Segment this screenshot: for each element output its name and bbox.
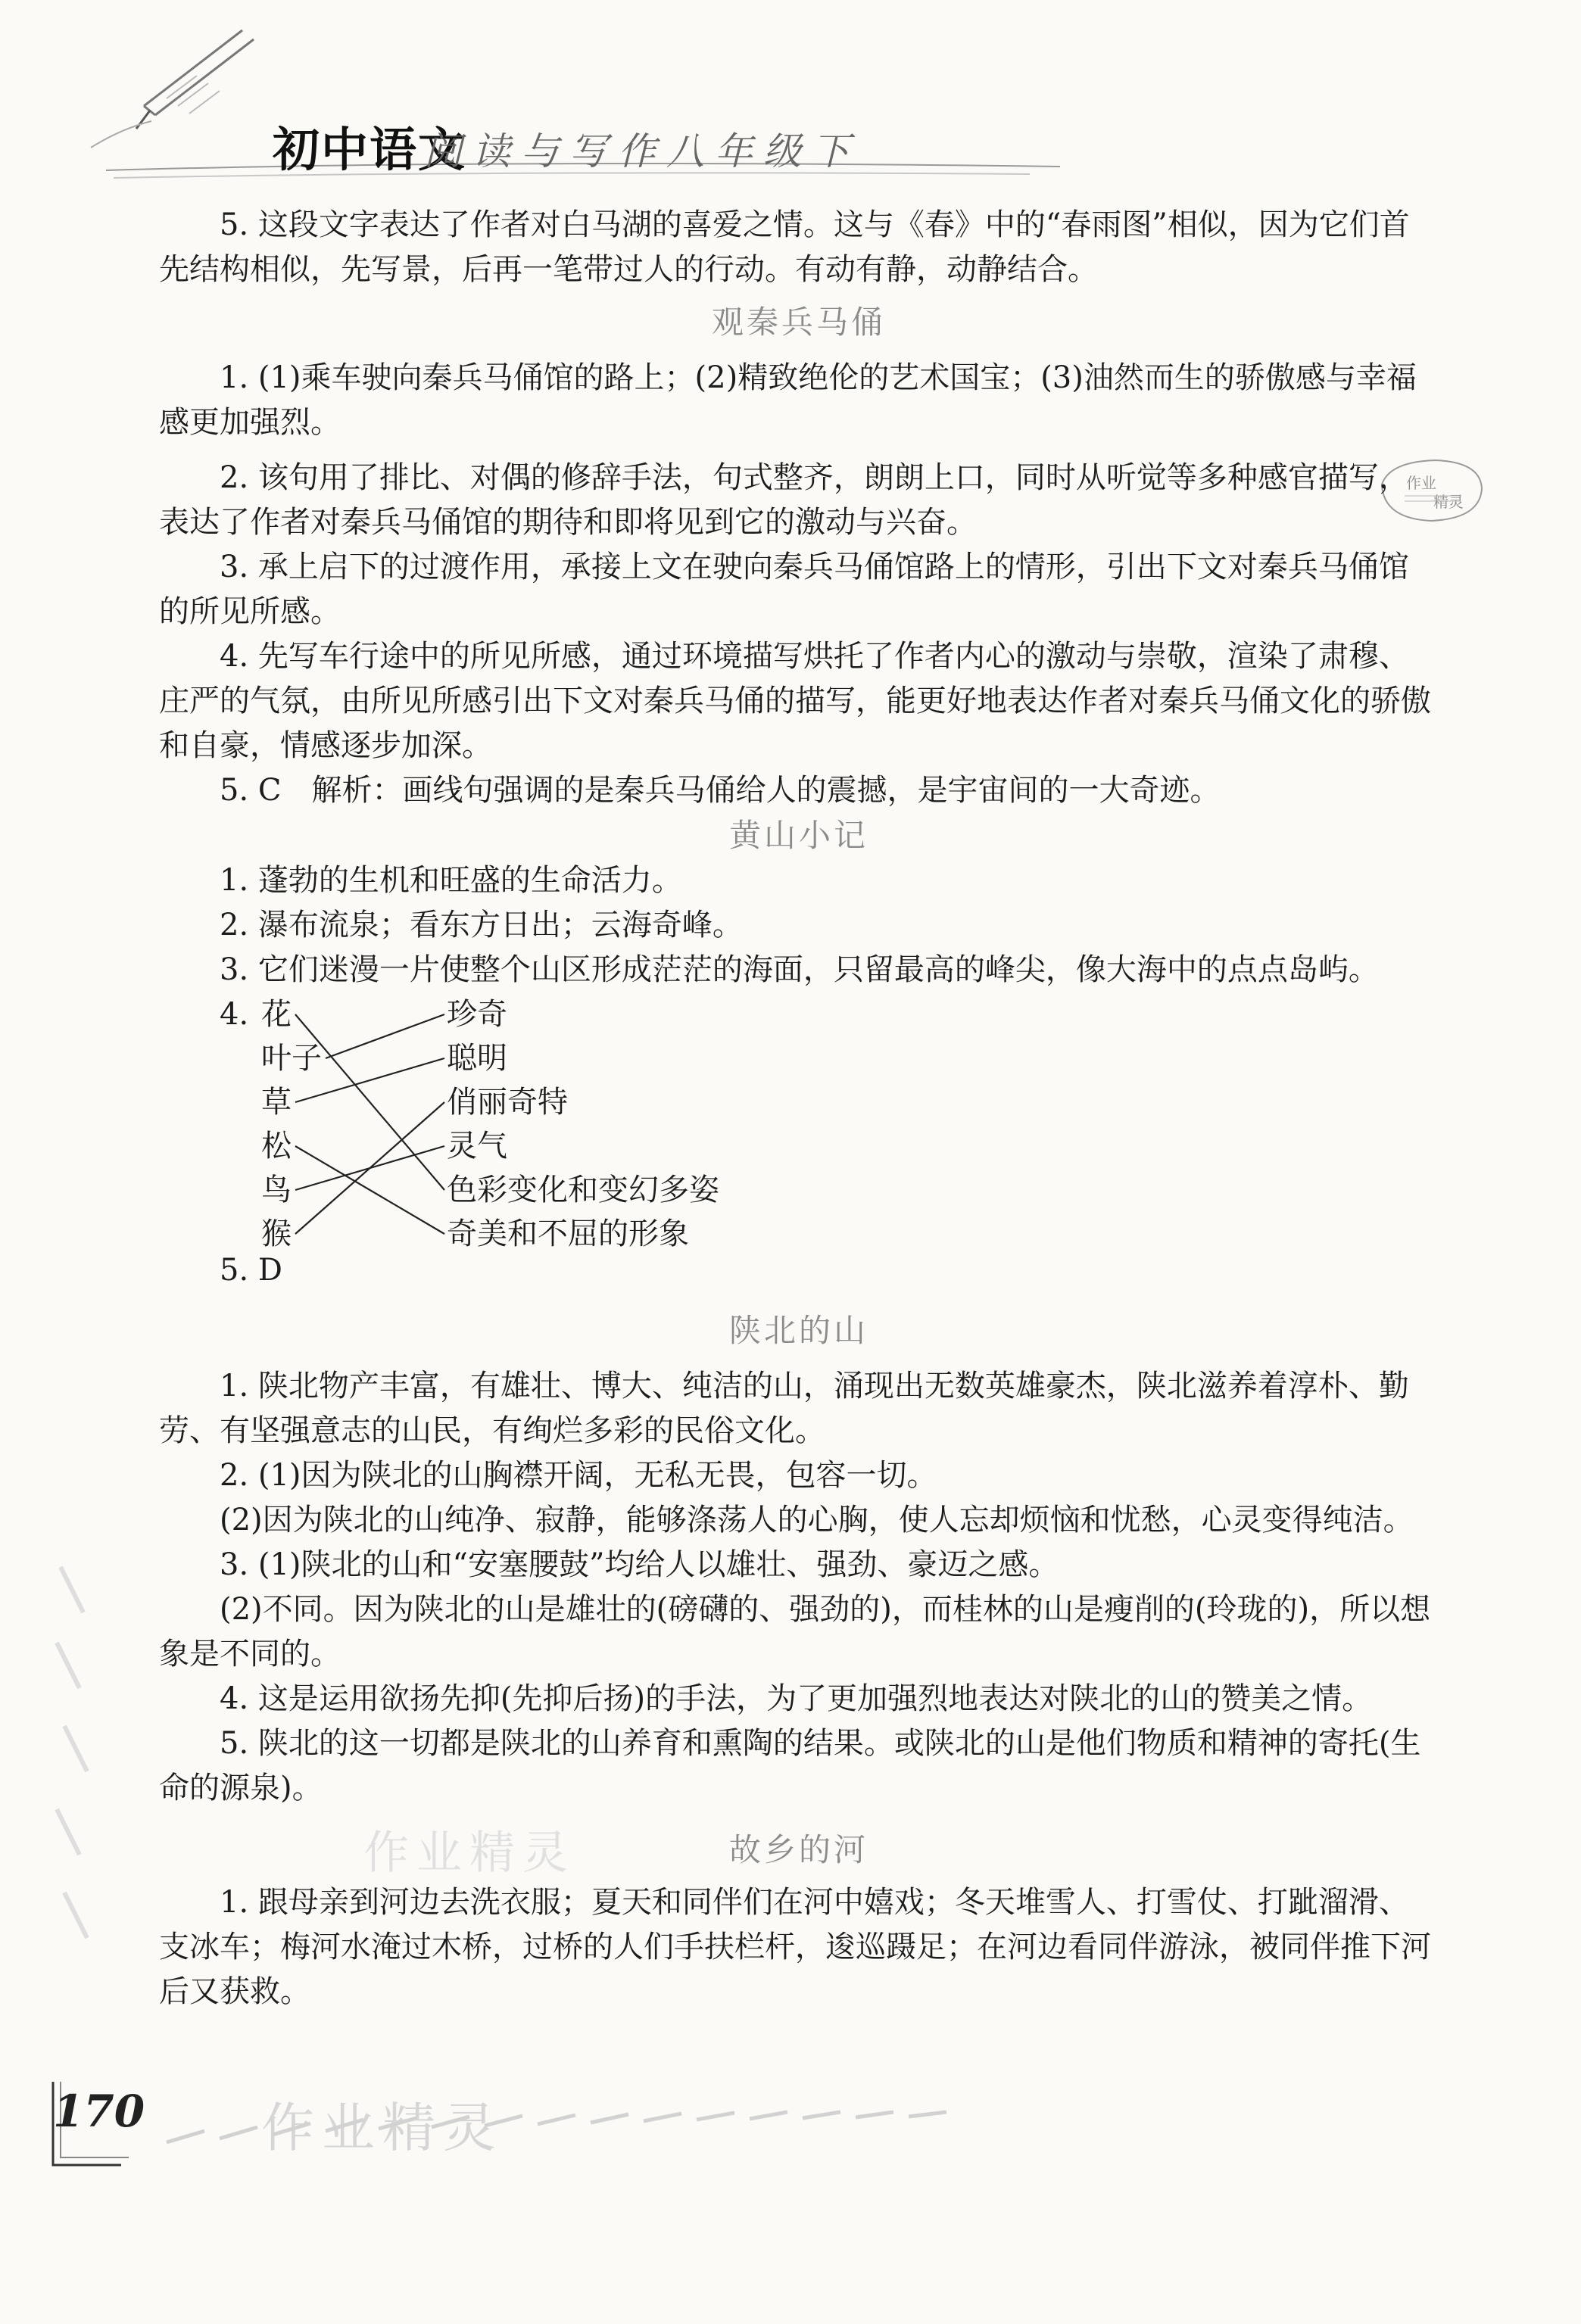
shanbei-item-5: 5. 陕北的这一切都是陕北的山养育和熏陶的结果。或陕北的山是他们物质和精神的寄托(生命的源泉)。 xyxy=(159,1726,1421,1805)
match-left-item: 松 xyxy=(261,1129,292,1164)
match-left-item: 鸟 xyxy=(261,1173,292,1207)
huangshan-item-3: 3. 它们迷漫一片使整个山区形成茫茫的海面，只留最高的峰尖，像大海中的点点岛屿。 xyxy=(220,952,1379,987)
shanbei-item-1: 1. 陕北物产丰富，有雄壮、博大、纯洁的山，涌现出无数英雄豪杰，陕北滋养着淳朴、勤劳、有坚强意志的山民，有绚烂多彩的民俗文化。 xyxy=(159,1369,1409,1448)
match-right-item: 珍奇 xyxy=(447,997,507,1032)
top-item-5: 5. 这段文字表达了作者对白马湖的喜爱之情。这与《春》中的“春雨图”相似，因为它们首先结构相似，先写景，后再一笔带过人的行动。有动有静，动静结合。 xyxy=(159,207,1410,287)
match-right-item: 俏丽奇特 xyxy=(447,1085,568,1120)
stamp-line2: 精灵 xyxy=(1433,493,1464,511)
huangshan-item-5: 5. D xyxy=(220,1253,282,1288)
match-line xyxy=(326,1014,444,1058)
matching-exercise xyxy=(220,992,1439,1251)
shanbei-item-4: 4. 这是运用欲扬先抑(先抑后扬)的手法，为了更加强烈地表达对陕北的山的赞美之情。 xyxy=(220,1681,1373,1716)
section-title-qin: 观秦兵马俑 xyxy=(711,304,886,341)
huangshan-item-1: 1. 蓬勃的生机和旺盛的生命活力。 xyxy=(220,863,682,898)
section-title-shanbei: 陕北的山 xyxy=(728,1312,868,1349)
qin-item-4: 4. 先写车行途中的所见所感，通过环境描写烘托了作者内心的激动与崇敬，渲染了肃穆、庄严的气氛，由所见所感引出下文对秦兵马俑的描写，能更好地表达作者对秦兵马俑文化的骄傲和自豪，情感逐步加深。 xyxy=(159,639,1431,763)
match-line xyxy=(295,1102,444,1234)
qin-item-2: 2. 该句用了排比、对偶的修辞手法，句式整齐，朗朗上口，同时从听觉等多种感官描写，表达了作者对秦兵马俑馆的期待和即将见到它的激动与兴奋。 xyxy=(159,460,1409,540)
shanbei-item-3-2: (2)不同。因为陕北的山是雄壮的(磅礴的、强劲的)，而桂林的山是瘦削的(玲珑的)，所以想象是不同的。 xyxy=(159,1592,1431,1671)
match-right-item: 色彩变化和变幻多姿 xyxy=(447,1173,719,1207)
match-line xyxy=(295,1058,444,1102)
match-left-item: 花 xyxy=(261,997,292,1032)
watermark-text: 作业精灵 xyxy=(363,1827,575,1880)
section-title-huangshan: 黄山小记 xyxy=(728,817,868,854)
answer-content xyxy=(159,203,1439,2014)
match-right-item: 聪明 xyxy=(447,1041,507,1076)
shanbei-item-2-1: 2. (1)因为陕北的山胸襟开阔，无私无畏，包容一切。 xyxy=(220,1458,937,1493)
page-number: 170 xyxy=(53,2086,145,2137)
guxiang-item-1: 1. 跟母亲到河边去洗衣服；夏天和同伴们在河中嬉戏；冬天堆雪人、打雪仗、打跐溜滑、支冰车；梅河水淹过木桥，过桥的人们手扶栏杆，逡巡蹑足；在河边看同伴游泳，被同伴推下河后又获救。 xyxy=(159,1885,1431,2009)
match-prefix: 4. xyxy=(220,997,249,1032)
match-right-item: 奇美和不屈的形象 xyxy=(447,1217,689,1251)
shanbei-item-2-2: (2)因为陕北的山纯净、寂静，能够涤荡人的心胸，使人忘却烦恼和忧愁，心灵变得纯洁。 xyxy=(220,1503,1414,1537)
section-title-guxiang: 故乡的河 xyxy=(728,1831,868,1868)
margin-decoration-icon xyxy=(45,1552,106,2006)
stamp-line1: 作业 xyxy=(1406,474,1436,492)
huangshan-item-2: 2. 瀑布流泉；看东方日出；云海奇峰。 xyxy=(220,908,743,942)
footer-decoration-icon xyxy=(38,2059,1022,2210)
watermark-text: 作业精灵 xyxy=(261,2097,504,2159)
qin-item-5: 5. C 解析：画线句强调的是秦兵马俑给人的震撼，是宇宙间的一大奇迹。 xyxy=(220,773,1221,808)
match-right-item: 灵气 xyxy=(447,1129,507,1164)
qin-item-1: 1. (1)乘车驶向秦兵马俑馆的路上；(2)精致绝伦的艺术国宝；(3)油然而生的骄傲感与幸福感更加强烈。 xyxy=(159,360,1417,440)
qin-item-3: 3. 承上启下的过渡作用，承接上文在驶向秦兵马俑馆路上的情形，引出下文对秦兵马俑馆的所见所感。 xyxy=(159,550,1409,629)
match-left-item: 猴 xyxy=(261,1217,292,1251)
matching-lines xyxy=(220,992,462,1248)
match-left-item: 草 xyxy=(261,1085,292,1120)
book-title: 初中语文 xyxy=(273,122,467,177)
match-line xyxy=(295,1146,444,1234)
match-left-item: 叶子 xyxy=(261,1041,322,1076)
shanbei-item-3-1: 3. (1)陕北的山和“安塞腰鼓”均给人以雄壮、强劲、豪迈之感。 xyxy=(220,1547,1059,1582)
match-line xyxy=(295,1014,444,1190)
book-subtitle: 阅读与写作八年级下 xyxy=(424,129,860,173)
